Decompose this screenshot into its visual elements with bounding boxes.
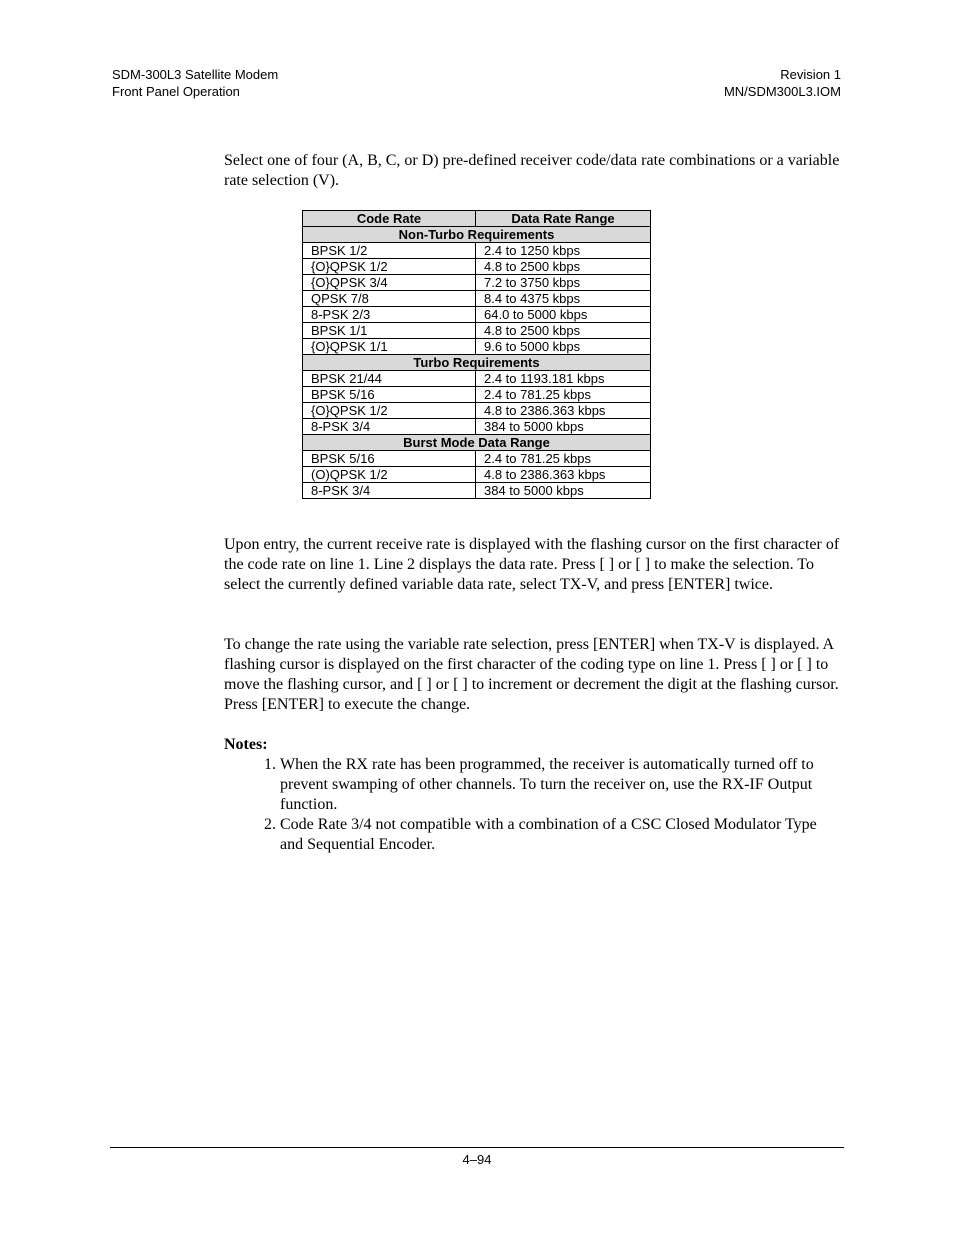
section-title: Burst Mode Data Range (303, 435, 651, 451)
intro-paragraph (224, 151, 840, 191)
code-rate-cell: 8-PSK 2/3 (303, 307, 476, 323)
data-rate-cell: 2.4 to 1193.181 kbps (476, 371, 651, 387)
header-revision: Revision 1 (780, 67, 841, 82)
table-section-row (303, 435, 651, 451)
table-row (303, 259, 651, 275)
footer-divider (110, 1147, 844, 1148)
table-header-row (303, 211, 651, 227)
data-rate-cell: 9.6 to 5000 kbps (476, 339, 651, 355)
page-header-left (112, 66, 278, 100)
data-rate-cell: 2.4 to 1250 kbps (476, 243, 651, 259)
section-title: Non-Turbo Requirements (303, 227, 651, 243)
table-row (303, 419, 651, 435)
code-rate-table (302, 210, 651, 499)
data-rate-cell: 2.4 to 781.25 kbps (476, 387, 651, 403)
data-rate-cell: 4.8 to 2386.363 kbps (476, 467, 651, 483)
table-row (303, 323, 651, 339)
table-row (303, 483, 651, 499)
table-section-row (303, 355, 651, 371)
receive-rate-paragraph (224, 535, 840, 595)
code-rate-cell: BPSK 5/16 (303, 451, 476, 467)
code-rate-cell: QPSK 7/8 (303, 291, 476, 307)
table-row (303, 339, 651, 355)
column-header-data-rate-range: Data Rate Range (476, 211, 651, 227)
table-body (303, 227, 651, 499)
table-row (303, 275, 651, 291)
table-row (303, 451, 651, 467)
header-chapter-title: Front Panel Operation (112, 84, 240, 99)
header-document-id: MN/SDM300L3.IOM (723, 84, 841, 99)
table-row (303, 243, 651, 259)
note-item: 1. When the RX rate has been programmed, the receiver is automatically turned off to prevent swamping of other channels. To turn the receiver on, use the RX-IF Output function. (280, 755, 840, 815)
data-rate-cell: 384 to 5000 kbps (476, 483, 651, 499)
code-rate-cell: {O}QPSK 1/2 (303, 403, 476, 419)
table-row (303, 387, 651, 403)
data-rate-cell: 64.0 to 5000 kbps (476, 307, 651, 323)
data-rate-cell: 7.2 to 3750 kbps (476, 275, 651, 291)
code-rate-cell: BPSK 5/16 (303, 387, 476, 403)
variable-rate-paragraph (224, 635, 840, 715)
note-item: 2. Code Rate 3/4 not compatible with a combination of a CSC Closed Modulator Type and Sequential Encoder. (280, 815, 840, 855)
table-section-row (303, 227, 651, 243)
notes-section (224, 735, 840, 855)
data-rate-cell: 2.4 to 781.25 kbps (476, 451, 651, 467)
section-title: Turbo Requirements (303, 355, 651, 371)
table-row (303, 371, 651, 387)
code-rate-cell: 8-PSK 3/4 (303, 419, 476, 435)
data-rate-cell: 384 to 5000 kbps (476, 419, 651, 435)
code-rate-cell: {O}QPSK 3/4 (303, 275, 476, 291)
intro-text: Select one of four (A, B, C, or D) pre-defined receiver code/data rate combinations or a variable rate selection (V). (224, 152, 840, 189)
data-rate-cell: 8.4 to 4375 kbps (476, 291, 651, 307)
code-rate-cell: {O}QPSK 1/2 (303, 259, 476, 275)
code-rate-cell: BPSK 21/44 (303, 371, 476, 387)
receive-rate-text: Upon entry, the current receive rate is displayed with the flashing cursor on the first character of the code rate on line 1. Line 2 displays the data rate. Press [ ] or [ ] to make the selection. To select the currently defined variable data rate, select TX-V, and press [ENTER] twice. (224, 536, 840, 593)
table-row (303, 467, 651, 483)
table-row (303, 307, 651, 323)
table-row (303, 403, 651, 419)
code-rate-cell: BPSK 1/1 (303, 323, 476, 339)
table-row (303, 291, 651, 307)
page-header-right (724, 66, 841, 100)
data-rate-cell: 4.8 to 2500 kbps (476, 259, 651, 275)
data-rate-cell: 4.8 to 2500 kbps (476, 323, 651, 339)
variable-rate-text: To change the rate using the variable rate selection, press [ENTER] when TX-V is displayed. A flashing cursor is displayed on the first character of the coding type on line 1. Press [ ] or [ ] to move the flashing cursor, and [ ] or [ ] to increment or decrement the digit at the flashing cursor. Press [ENTER] to execute the change. (224, 636, 839, 713)
notes-title: Notes: (224, 736, 268, 753)
code-rate-cell: (O)QPSK 1/2 (303, 467, 476, 483)
column-header-code-rate: Code Rate (303, 211, 476, 227)
data-rate-cell: 4.8 to 2386.363 kbps (476, 403, 651, 419)
notes-list (224, 755, 840, 855)
code-rate-cell: BPSK 1/2 (303, 243, 476, 259)
page-number: 4–94 (462, 1152, 492, 1167)
header-product-title: SDM-300L3 Satellite Modem (112, 67, 279, 82)
code-rate-cell: {O}QPSK 1/1 (303, 339, 476, 355)
code-rate-cell: 8-PSK 3/4 (303, 483, 476, 499)
